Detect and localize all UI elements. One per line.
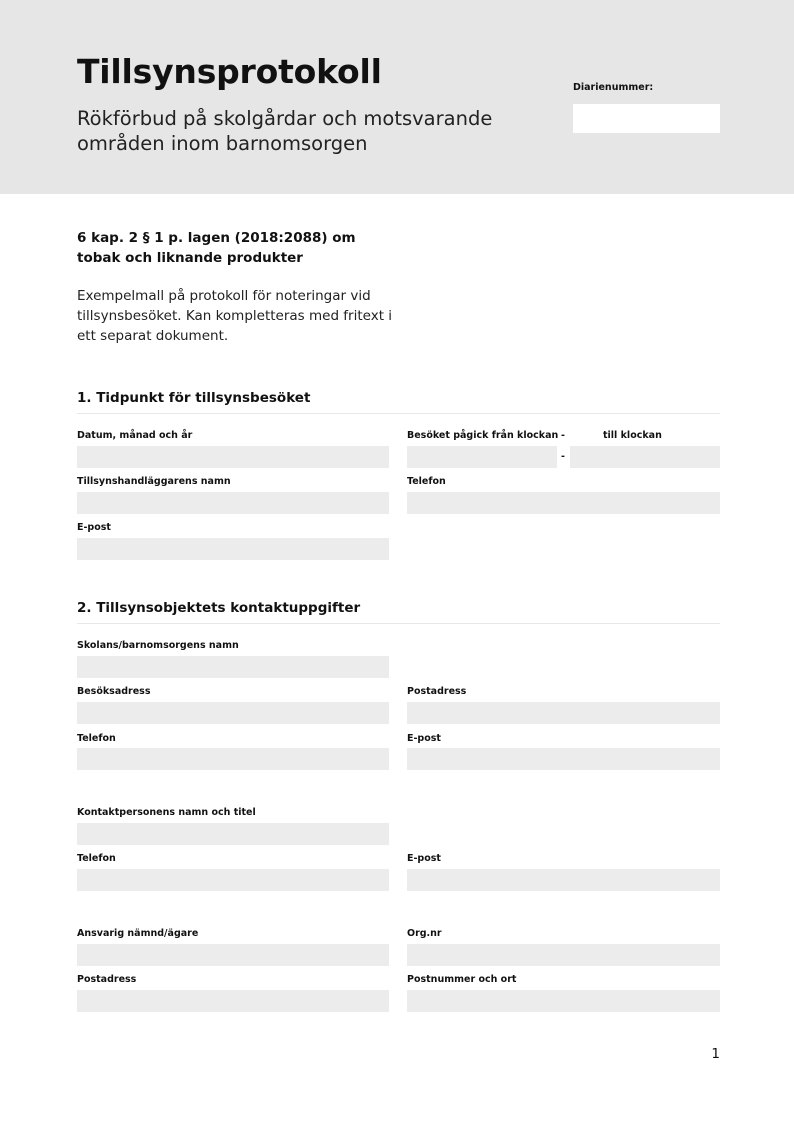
handlaggare-label: Tillsynshandläggarens namn [77, 476, 231, 487]
time-to-field[interactable] [570, 446, 720, 468]
diarienummer-field[interactable] [573, 104, 720, 133]
header-band [0, 0, 794, 194]
kontaktperson-field[interactable] [77, 823, 389, 845]
section-1-divider [77, 413, 720, 414]
intro-text: Exempelmall på protokoll för noteringar vid tillsynsbesöket. Kan kompletteras med fritext i ett separat dokument. [77, 288, 393, 344]
objekt-epost-field[interactable] [407, 748, 720, 770]
time-to-label: till klockan [603, 430, 662, 441]
time-from-field[interactable] [407, 446, 557, 468]
epost-field[interactable] [77, 538, 389, 560]
objekt-epost-label: E-post [407, 733, 441, 744]
kontakt-epost-label: E-post [407, 853, 441, 864]
postnummer-label: Postnummer och ort [407, 974, 517, 985]
namnd-field[interactable] [77, 944, 389, 966]
objekt-telefon-field[interactable] [77, 748, 389, 770]
agare-postadress-label: Postadress [77, 974, 137, 985]
skola-label: Skolans/barnomsorgens namn [77, 640, 239, 651]
postnummer-field[interactable] [407, 990, 720, 1012]
datum-field[interactable] [77, 446, 389, 468]
kontakt-telefon-label: Telefon [77, 853, 116, 864]
postadress-field[interactable] [407, 702, 720, 724]
telefon-field[interactable] [407, 492, 720, 514]
namnd-label: Ansvarig nämnd/ägare [77, 928, 199, 939]
agare-postadress-field[interactable] [77, 990, 389, 1012]
telefon-label: Telefon [407, 476, 446, 487]
besoksadress-label: Besöksadress [77, 686, 151, 697]
section-2-heading: 2. Tillsynsobjektets kontaktuppgifter [77, 600, 361, 616]
law-reference: 6 kap. 2 § 1 p. lagen (2018:2088) om tobak och liknande produkter [77, 230, 356, 266]
orgnr-field[interactable] [407, 944, 720, 966]
section-2-divider [77, 623, 720, 624]
page-subtitle: Rökförbud på skolgårdar och motsvarande områden inom barnomsorgen [77, 107, 493, 155]
kontakt-telefon-field[interactable] [77, 869, 389, 891]
page-title: Tillsynsprotokoll [77, 52, 382, 91]
orgnr-label: Org.nr [407, 928, 442, 939]
datum-label: Datum, månad och år [77, 430, 193, 441]
time-from-label: Besöket pågick från klockan [407, 430, 559, 441]
besoksadress-field[interactable] [77, 702, 389, 724]
diarienummer-label: Diarienummer: [573, 82, 654, 93]
page-number: 1 [711, 1046, 720, 1062]
handlaggare-field[interactable] [77, 492, 389, 514]
epost-label: E-post [77, 522, 111, 533]
section-1-heading: 1. Tidpunkt för tillsynsbesöket [77, 390, 311, 406]
kontaktperson-label: Kontaktpersonens namn och titel [77, 807, 256, 818]
skola-field[interactable] [77, 656, 389, 678]
kontakt-epost-field[interactable] [407, 869, 720, 891]
postadress-label: Postadress [407, 686, 467, 697]
time-separator: - [561, 430, 565, 441]
objekt-telefon-label: Telefon [77, 733, 116, 744]
time-field-separator: - [561, 451, 565, 462]
